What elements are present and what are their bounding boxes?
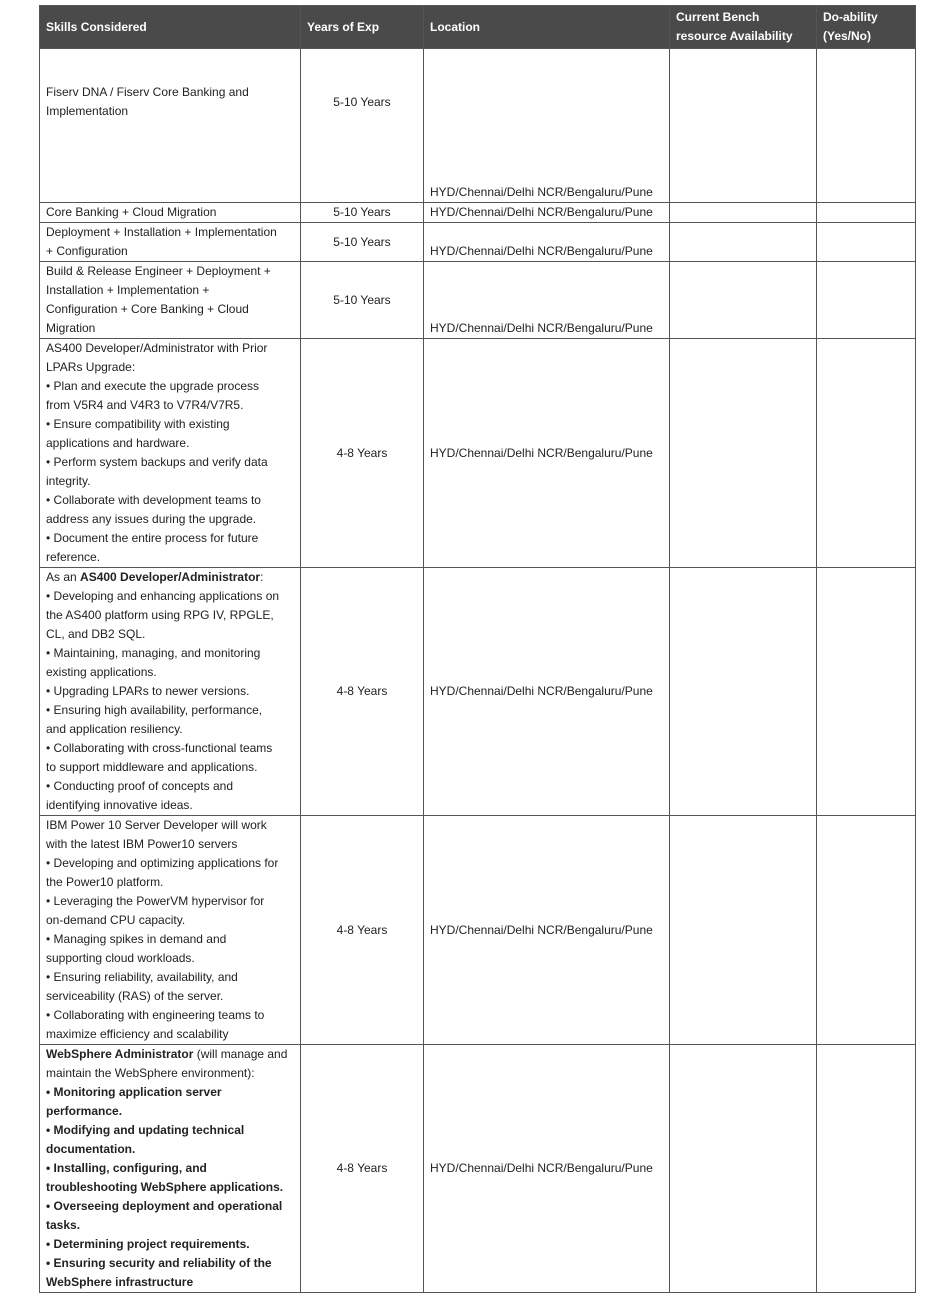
skill-line: • Conducting proof of concepts and — [46, 779, 233, 793]
table-row — [40, 203, 916, 223]
skill-line: existing applications. — [46, 665, 157, 679]
bench-cell[interactable] — [670, 262, 817, 339]
skill-line: CL, and DB2 SQL. — [46, 627, 146, 641]
skill-line: • Overseeing deployment and operational — [46, 1199, 283, 1213]
table-row — [40, 568, 916, 816]
table-row — [40, 1045, 916, 1293]
skill-line: • Developing and enhancing applications on — [46, 589, 280, 603]
skill-line: • Leveraging the PowerVM hypervisor for — [46, 894, 265, 908]
header-row — [40, 6, 916, 49]
skill-line: • Installing, configuring, and — [46, 1161, 207, 1175]
exp-cell: 5-10 Years — [301, 203, 424, 223]
skill-line: documentation. — [46, 1142, 136, 1156]
skill-line: WebSphere infrastructure — [46, 1275, 194, 1289]
bench-cell[interactable] — [670, 203, 817, 223]
header-exp: Years of Exp — [301, 6, 424, 49]
skill-line: Configuration + Core Banking + Cloud — [46, 302, 249, 316]
skill-line: • Monitoring application server — [46, 1085, 222, 1099]
skill-line: Build & Release Engineer + Deployment + — [46, 264, 271, 278]
bench-cell[interactable] — [670, 1045, 817, 1293]
exp-cell: 4-8 Years — [301, 568, 424, 816]
skill-line: Installation + Implementation + — [46, 283, 210, 297]
skill-line: AS400 Developer/Administrator with Prior — [46, 341, 268, 355]
doability-cell[interactable] — [817, 223, 916, 262]
skill-intro-bold: AS400 Developer/Administrator — [80, 570, 261, 584]
location-cell: HYD/Chennai/Delhi NCR/Bengaluru/Pune — [424, 339, 670, 568]
skill-intro — [46, 568, 294, 587]
exp-cell: 4-8 Years — [301, 339, 424, 568]
skill-line: Deployment + Installation + Implementation — [46, 225, 277, 239]
skill-line: Implementation — [46, 104, 129, 118]
skill-line: tasks. — [46, 1218, 81, 1232]
skill-line: Fiserv DNA / Fiserv Core Banking and — [46, 85, 249, 99]
skill-line: with the latest IBM Power10 servers — [46, 837, 238, 851]
skill-intro — [46, 1045, 294, 1064]
skill-line: • Collaborating with cross-functional teams — [46, 741, 273, 755]
table-row — [40, 816, 916, 1045]
skill-intro-suffix: : — [260, 570, 264, 584]
location-cell: HYD/Chennai/Delhi NCR/Bengaluru/Pune — [424, 816, 670, 1045]
skill-line: identifying innovative ideas. — [46, 798, 193, 812]
skill-line: maintain the WebSphere environment): — [46, 1066, 255, 1080]
skill-line: • Collaborate with development teams to — [46, 493, 261, 507]
skill-line: • Upgrading LPARs to newer versions. — [46, 684, 250, 698]
skill-line: • Ensuring reliability, availability, and — [46, 970, 238, 984]
skill-line: the AS400 platform using RPG IV, RPGLE, — [46, 608, 274, 622]
exp-cell: 5-10 Years — [301, 49, 424, 203]
doability-cell[interactable] — [817, 1045, 916, 1293]
skill-line: • Determining project requirements. — [46, 1237, 250, 1251]
header-bench: Current Bench resource Availability — [670, 6, 817, 49]
bench-cell[interactable] — [670, 339, 817, 568]
skill-line: Core Banking + Cloud Migration — [46, 205, 217, 219]
table-row — [40, 49, 916, 203]
exp-cell: 4-8 Years — [301, 1045, 424, 1293]
table-row — [40, 262, 916, 339]
doability-cell[interactable] — [817, 203, 916, 223]
bench-cell[interactable] — [670, 49, 817, 203]
skill-cell — [40, 339, 301, 568]
location-cell: HYD/Chennai/Delhi NCR/Bengaluru/Pune — [424, 568, 670, 816]
skill-cell — [40, 223, 301, 262]
skill-line: the Power10 platform. — [46, 875, 164, 889]
skill-line: • Ensuring security and reliability of the — [46, 1256, 272, 1270]
doability-cell[interactable] — [817, 49, 916, 203]
location-cell: HYD/Chennai/Delhi NCR/Bengaluru/Pune — [424, 262, 670, 339]
skill-line: maximize efficiency and scalability — [46, 1027, 229, 1041]
skills-table — [39, 5, 916, 1293]
skill-line: + Configuration — [46, 244, 128, 258]
location-cell: HYD/Chennai/Delhi NCR/Bengaluru/Pune — [424, 1045, 670, 1293]
skill-cell — [40, 816, 301, 1045]
skill-line: • Collaborating with engineering teams to — [46, 1008, 265, 1022]
skill-line: supporting cloud workloads. — [46, 951, 195, 965]
skill-line: • Modifying and updating technical — [46, 1123, 245, 1137]
skill-cell — [40, 568, 301, 816]
skill-line: reference. — [46, 550, 101, 564]
skill-cell — [40, 1045, 301, 1293]
skill-line: • Maintaining, managing, and monitoring — [46, 646, 261, 660]
table-row — [40, 223, 916, 262]
skill-intro-prefix: As an — [46, 570, 81, 584]
doability-cell[interactable] — [817, 339, 916, 568]
skill-line: troubleshooting WebSphere applications. — [46, 1180, 284, 1194]
exp-cell: 5-10 Years — [301, 223, 424, 262]
bench-cell[interactable] — [670, 816, 817, 1045]
doability-cell[interactable] — [817, 262, 916, 339]
skill-line: to support middleware and applications. — [46, 760, 258, 774]
skill-line: Migration — [46, 321, 96, 335]
skill-line: on-demand CPU capacity. — [46, 913, 186, 927]
location-cell: HYD/Chennai/Delhi NCR/Bengaluru/Pune — [424, 49, 670, 203]
skill-line: • Managing spikes in demand and — [46, 932, 227, 946]
doability-cell[interactable] — [817, 568, 916, 816]
skill-line: IBM Power 10 Server Developer will work — [46, 818, 267, 832]
exp-cell: 5-10 Years — [301, 262, 424, 339]
bench-cell[interactable] — [670, 223, 817, 262]
skill-line: from V5R4 and V4R3 to V7R4/V7R5. — [46, 398, 244, 412]
skill-intro-suffix: (will manage and — [193, 1047, 288, 1061]
skill-intro-bold: WebSphere Administrator — [46, 1047, 194, 1061]
bench-cell[interactable] — [670, 568, 817, 816]
skill-line: address any issues during the upgrade. — [46, 512, 257, 526]
table-row — [40, 339, 916, 568]
skill-cell — [40, 203, 301, 223]
header-doability: Do-ability (Yes/No) — [817, 6, 916, 49]
skill-line: integrity. — [46, 474, 91, 488]
skill-line: • Developing and optimizing applications for — [46, 856, 279, 870]
header-location: Location — [424, 6, 670, 49]
skill-line: • Ensuring high availability, performance, — [46, 703, 263, 717]
skill-line: serviceability (RAS) of the server. — [46, 989, 224, 1003]
skill-line: performance. — [46, 1104, 123, 1118]
skill-line: • Document the entire process for future — [46, 531, 259, 545]
header-skills: Skills Considered — [40, 6, 301, 49]
skill-line: and application resiliency. — [46, 722, 183, 736]
skill-line: • Plan and execute the upgrade process — [46, 379, 260, 393]
exp-cell: 4-8 Years — [301, 816, 424, 1045]
skill-line: applications and hardware. — [46, 436, 190, 450]
location-cell: HYD/Chennai/Delhi NCR/Bengaluru/Pune — [424, 203, 670, 223]
skill-cell — [40, 262, 301, 339]
doability-cell[interactable] — [817, 816, 916, 1045]
skill-line: • Perform system backups and verify data — [46, 455, 268, 469]
skill-cell — [40, 49, 301, 203]
skill-line: • Ensure compatibility with existing — [46, 417, 230, 431]
location-cell: HYD/Chennai/Delhi NCR/Bengaluru/Pune — [424, 223, 670, 262]
skill-line: LPARs Upgrade: — [46, 360, 136, 374]
